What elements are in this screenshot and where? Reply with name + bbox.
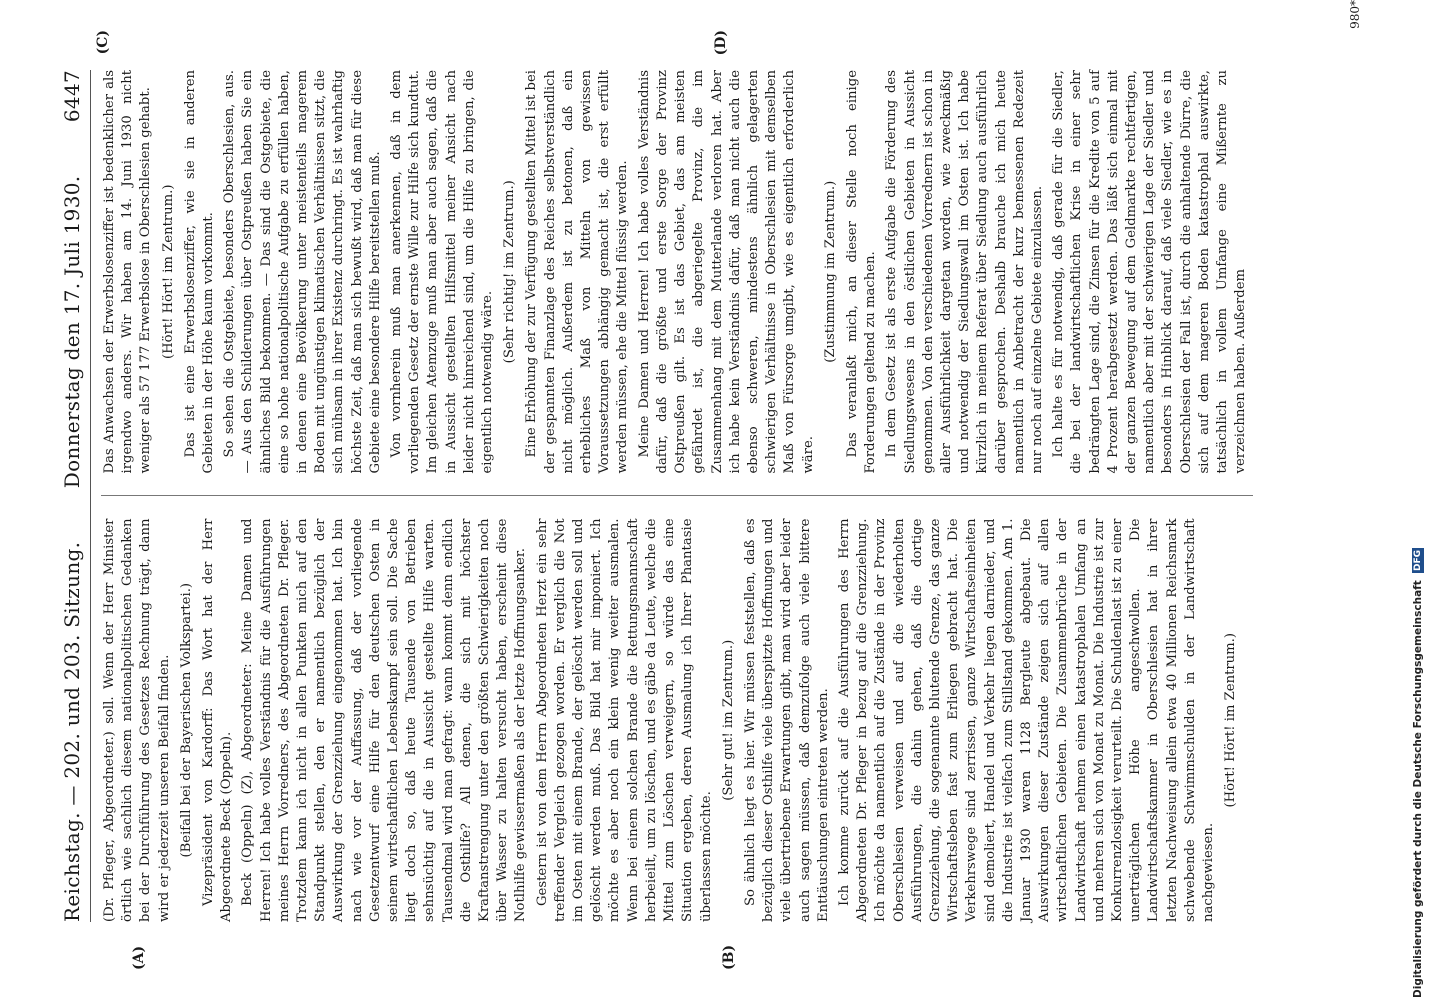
page-number: 6447 (60, 70, 84, 123)
left-column (101, 519, 1253, 923)
paragraph: Von vornherein muß man anerkennen, daß in dem vorliegenden Gesetz der ernste Wille zur Hilfe sich kundtut. Im gleichen Atemzuge muß man aber auch sagen, daß die in Aussicht gestellten Hilfsmittel meiner Ansicht nach leider nicht hinreichend sind, um die Hilfe zu bringen, die eigentlich notwendig wäre. (389, 70, 496, 474)
text-columns (95, 30, 1253, 970)
paragraph: Das Anwachsen der Erwerbslosenziffer ist bedenklicher als irgendwo anders. Wir haben am 14. Juni 1930 nicht weniger als 57 177 Erwerbslose in Oberschlesien gehabt. (102, 70, 154, 474)
paragraph: So sehen die Ostgebiete, besonders Oberschlesien, aus. — Aus den Schilderungen über Ostpreußen haben Sie ein ähnliches Bild bekommen. — Das sind die Ostgebiete, die eine so hohe nationalpolitische Aufgabe zu erfüllen haben, in denen eine Bevölkerung unter meistenteils magerem Boden mit ungünstigen klimatischen Verhältnissen sitzt, die sich mühsam in ihrer Existenz durchringt. Es ist wahrhaftig höchste Zeit, daß man sich bewußt wird, daß man für diese Gebiete eine besondere Hilfe bereitstellen muß. (222, 70, 383, 474)
paragraph: Das veranlaßt mich, an dieser Stelle noch einige Forderungen geltend zu machen. (844, 70, 879, 474)
interjection: (Sehr richtig! im Zentrum.) (502, 180, 518, 364)
paragraph: Ich halte es für notwendig, daß gerade für die Siedler, die bei der landwirtschaftlichen Krise in einer sehr bedrängten Lage sind, die Zinsen für die Kredite von 5 auf 4 Prozent herabgesetzt werden. Das läßt sich einmal mit der ganzen Bewegung auf dem Geldmarkte rechtfertigen, namentlich aber mit der schwierigen Lage der Siedler und besonders in Hinblick darauf, daß viele Siedler, wie es in Oberschlesien der Fall ist, durch die anhaltende Dürre, die sich auf dem mageren Boden katastrophal auswirkte, tatsächlich in vollem Umfange eine Mißernte zu verzeichnen haben. Außerdem (1051, 70, 1249, 474)
interjection: (Beifall bei der Bayerischen Volkspartei.) (178, 582, 194, 858)
paragraph: Meine Damen und Herren! Ich habe volles Verständnis dafür, daß die größte und erste Sorge der Provinz Ostpreußen gilt. Es ist das Gebiet, das am meisten gefährdet ist, die abgeriegelte Provinz, die im Zusammenhang mit dem Mutterlande verloren hat. Aber ich habe kein Verständnis dafür, daß man nicht auch die ebenso schweren, mindestens ähnlich gelagerten schwierigen Verhältnisse in Oberschlesien mit demselben Maß von Fürsorge umgibt, wie es eigentlich erforderlich wäre. (636, 70, 816, 474)
interjection: (Sehr gut! im Zentrum.) (720, 639, 736, 801)
paragraph: Ich komme zurück auf die Ausführungen des Herrn Abgeordneten Dr. Pfleger in bezug auf die Grenzziehung. Ich möchte da namentlich auf die Zustände in der Provinz Oberschlesien verweisen und auf die wiederholten Ausführungen, die dahin gehen, daß die dortige Grenzziehung, die sogenannte blutende Grenze, das ganze Wirtschaftsleben fast zum Erliegen gebracht hat. Die Verkehrswege sind zerrissen, ganze Wirtschaftseinheiten sind demoliert, Handel und Verkehr liegen darnieder, und die Industrie ist vielfach zum Stillstand gekommen. Am 1. Januar 1930 waren 1128 Bergleute abgebaut. Die Auswirkungen dieser Zustände zeigen sich auf allen wirtschaftlichen Gebieten. Die Zusammenbrüche in der Landwirtschaft nehmen einen katastrophalen Umfang an und mehren sich von Monat zu Monat. Die Industrie ist zur Konkurrenzlosigkeit verurteilt. Die Schuldenlast ist zu einer unerträglichen Höhe angeschwollen. Die Landwirtschaftskammer in Oberschlesien hat in ihrer letzten Nachweisung allein etwa 40 Millionen Reichsmark schwebende Schwimmschulden in der Landwirtschaft nachgewiesen. (836, 518, 1216, 922)
digitization-note (1412, 8, 1428, 998)
paragraph: So ähnlich liegt es hier. Wir müssen feststellen, daß es bezüglich dieser Osthilfe viele überspitzte Hoffnungen und viele übertriebene Erwartungen gibt, man wird aber leider auch sagen müssen, daß demzufolge auch viele bittere Enttäuschungen eintreten werden. (742, 518, 831, 922)
session-header: Reichstag. — 202. und 203. Sitzung. (60, 541, 84, 922)
margin-marker-c: (C) (95, 30, 111, 55)
paragraph: Das ist eine Erwerbslosenziffer, wie sie in anderen Gebieten in der Höhe kaum vorkommt. (182, 70, 217, 474)
interjection: (Hört! Hört! im Zentrum.) (160, 184, 176, 360)
digitization-note-text: Digitalisierung gefördert durch die Deutsche Forschungsgemeinschaft (1412, 580, 1424, 998)
interjection: (Hört! Hört! im Zentrum.) (1223, 632, 1239, 808)
paragraph: Beck (Oppeln) (Z), Abgeordneter: Meine Damen und Herren! Ich habe volles Verständnis für die Ausführungen meines Herrn Vorredners, des Abgeordneten Dr. Pfleger. Trotzdem kann ich nicht in allen Punkten mich auf den Standpunkt stellen, den er namentlich bezüglich der Auswirkung der Grenzziehung eingenommen hat. Ich bin nach wie vor der Auffassung, daß der vorliegende Gesetzentwurf eine Hilfe für den deutschen Osten in seinem wirtschaftlichen Lebenskampf sein soll. Die Sache liegt doch so, daß heute Tausende von Betrieben sehnsüchtig auf die in Aussicht gestellte Hilfe warten. Tausendmal wird man gefragt: wann kommt denn endlich die Osthilfe? All denen, die sich mit höchster Kraftanstrengung unter den größten Schwierigkeiten noch über Wasser zu halten versucht haben, erscheint diese Notlhilfe gewissermaßen als der letzte Hoffnungsanker. (240, 518, 529, 922)
date-header: Donnerstag den 17. Juli 1930. (60, 175, 84, 489)
sheet-number: 980* (1348, 0, 1362, 29)
margin-marker-a: (A) (131, 945, 147, 970)
paragraph: Gestern ist von dem Herrn Abgeordneten Herzt ein sehr treffender Vergleich gezogen worden. Er verglich die Not im Osten mit einem Brande, der gelöscht werden soll und gelöscht werden muß. Das Bild hat mir imponiert. Ich möchte es aber noch ein klein wenig weiter ausmalen. Wenn bei einem solchen Brande die Rettungsmannschaft herbeieilt, um zu löschen, und es gäbe da Leute, welche die Mittel zum Löschen verweigern, so würde das eine Situation ergeben, deren Ausmalung ich Ihrer Phantasie überlassen möchte. (534, 518, 714, 922)
right-column (101, 70, 1253, 474)
margin-marker-b: (B) (721, 944, 737, 970)
paragraph: (Dr. Pfleger, Abgeordneter.) soll. Wenn der Herr Minister örtlich wie sachlich diesem nationalpolitischen Gedanken bei der Durchführung des Gesetzes Rechnung trägt, dann wird er jederzeit unseren Beifall finden. (102, 518, 172, 922)
running-head (60, 70, 91, 922)
margin-marker-d: (D) (713, 30, 729, 56)
paragraph: In dem Gesetz ist als erste Aufgabe die Förderung des Siedlungswesens in den östlichen Gebieten in Aussicht genommen. Von den verschiedenen Vorrednern ist schon in aller Ausführlichkeit dargetan worden, wie zweckmäßig und notwendig der Siedlungswall im Osten ist. Ich habe kürzlich in meinem Referat über Siedlung auch ausführlich darüber gesprochen. Deshalb brauche ich mich heute namentlich in Anbetracht der kurz bemessenen Redezeit nur noch auf einzelne Gebiete einzulassen. (884, 70, 1045, 474)
paragraph: Eine Erhöhung der zur Verfügung gestellten Mittel ist bei der gespannten Finanzlage des Reiches selbstverständlich nicht möglich. Außerdem ist zu betonen, daß ein erhebliches Maß von Mitteln von gewissen Voraussetzungen abhängig gemacht ist, die erst erfüllt werden müssen, ehe die Mittel flüssig werden. (524, 70, 631, 474)
dfg-logo: DFG (1413, 549, 1423, 571)
interjection: (Zustimmung im Zentrum.) (822, 180, 838, 363)
column-rule (101, 496, 1253, 497)
paragraph: Vizepräsident von Kardorff: Das Wort hat der Herr Abgeordnete Beck (Oppeln). (201, 518, 235, 922)
